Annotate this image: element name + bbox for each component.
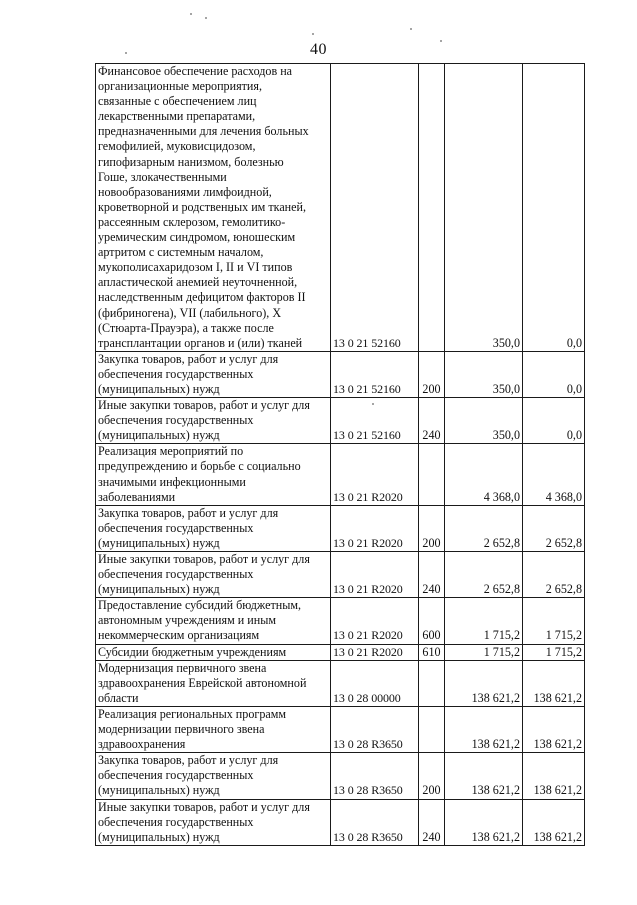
- table-row: [96, 753, 585, 799]
- amount-cell-1: 138 621,2: [445, 706, 523, 752]
- row-name-line: уремическим синдромом, юношеским: [98, 230, 296, 245]
- scan-speck: [440, 40, 442, 42]
- row-name-line: заболеваниями: [98, 489, 176, 504]
- expense-type-cell: [419, 444, 445, 505]
- amount-cell-2: 1 715,2: [523, 644, 585, 660]
- table-row: [96, 644, 585, 660]
- expense-type-cell: 200: [419, 505, 445, 551]
- row-name-line: (муниципальных) нужд: [98, 829, 220, 844]
- amount-cell-1: 1 715,2: [445, 598, 523, 644]
- amount-cell-2: 1 715,2: [523, 598, 585, 644]
- amount-cell-2: 2 652,8: [523, 552, 585, 598]
- amount-cell-2: 138 621,2: [523, 753, 585, 799]
- amount-cell-1: 138 621,2: [445, 799, 523, 845]
- budget-code-cell: 13 0 21 52160: [331, 64, 419, 352]
- amount-cell-2: 138 621,2: [523, 660, 585, 706]
- budget-table-body: [96, 64, 585, 846]
- scan-speck: [190, 13, 192, 15]
- row-name-line: Реализация мероприятий по: [98, 444, 244, 459]
- budget-code-cell: 13 0 21 R2020: [331, 552, 419, 598]
- row-name-line: апластической анемией неуточненной,: [98, 275, 298, 290]
- budget-code-cell: 13 0 28 00000: [331, 660, 419, 706]
- row-name-line: Иные закупки товаров, работ и услуг для: [98, 799, 310, 814]
- row-name-line: предупреждению и борьбе с социально: [98, 459, 301, 474]
- row-name-line: трансплантации органов и (или) тканей: [98, 335, 303, 350]
- amount-cell-1: 4 368,0: [445, 444, 523, 505]
- row-name-line: (муниципальных) нужд: [98, 582, 220, 597]
- row-name-line: Модернизация первичного звена: [98, 660, 267, 675]
- page-number: 40: [310, 41, 327, 58]
- row-name-line: связанные с обеспечением лиц: [98, 94, 257, 109]
- amount-cell-1: 138 621,2: [445, 753, 523, 799]
- scan-speck: [312, 33, 314, 35]
- scan-speck: [125, 52, 127, 54]
- expense-type-cell: [419, 64, 445, 352]
- amount-cell-2: 0,0: [523, 64, 585, 352]
- row-name-line: области: [98, 690, 139, 705]
- row-name-line: гипофизарным нанизмом, болезнью: [98, 154, 284, 169]
- row-name-line: мукополисахаридозом I, II и VI типов: [98, 260, 293, 275]
- row-name-cell: [96, 660, 331, 706]
- row-name-line: (муниципальных) нужд: [98, 381, 220, 396]
- row-name-line: Реализация региональных программ: [98, 706, 287, 721]
- row-name-line: обеспечения государственных: [98, 413, 254, 428]
- row-name-line: (фибриногена), VII (лабильного), X: [98, 305, 282, 320]
- row-name-line: модернизации первичного звена: [98, 722, 265, 737]
- amount-cell-2: 138 621,2: [523, 799, 585, 845]
- row-name-line: (муниципальных) нужд: [98, 783, 220, 798]
- row-name-cell: [96, 505, 331, 551]
- row-name-line: здравоохранения: [98, 737, 186, 752]
- expense-type-cell: 200: [419, 351, 445, 397]
- budget-code-cell: 13 0 21 52160: [331, 398, 419, 444]
- row-name-line: некоммерческим организациям: [98, 628, 260, 643]
- row-name-line: здравоохранения Еврейской автономной: [98, 675, 307, 690]
- row-name-line: Субсидии бюджетным учреждениям: [98, 644, 287, 659]
- row-name-line: обеспечения государственных: [98, 814, 254, 829]
- amount-cell-1: 138 621,2: [445, 660, 523, 706]
- row-name-cell: [96, 398, 331, 444]
- row-name-line: обеспечения государственных: [98, 366, 254, 381]
- expense-type-cell: 610: [419, 644, 445, 660]
- table-row: [96, 444, 585, 505]
- expense-type-cell: 600: [419, 598, 445, 644]
- table-row: [96, 505, 585, 551]
- budget-code-cell: 13 0 21 R2020: [331, 444, 419, 505]
- row-name-cell: [96, 706, 331, 752]
- row-name-cell: [96, 552, 331, 598]
- row-name-cell: [96, 598, 331, 644]
- budget-code-cell: 13 0 21 R2020: [331, 598, 419, 644]
- row-name-line: Предоставление субсидий бюджетным,: [98, 598, 302, 613]
- expense-type-cell: 240: [419, 398, 445, 444]
- row-name-cell: [96, 351, 331, 397]
- row-name-line: Гоше, злокачественными: [98, 169, 227, 184]
- row-name-line: гемофилией, муковисцидозом,: [98, 139, 256, 154]
- table-row: [96, 398, 585, 444]
- expense-type-cell: 200: [419, 753, 445, 799]
- scan-speck: [205, 17, 207, 19]
- amount-cell-1: 2 652,8: [445, 505, 523, 551]
- budget-code-cell: 13 0 28 R3650: [331, 799, 419, 845]
- row-name-line: Закупка товаров, работ и услуг для: [98, 351, 279, 366]
- row-name-cell: [96, 799, 331, 845]
- amount-cell-1: 350,0: [445, 351, 523, 397]
- row-name-line: обеспечения государственных: [98, 768, 254, 783]
- table-row: [96, 552, 585, 598]
- table-row: [96, 64, 585, 352]
- row-name-line: Иные закупки товаров, работ и услуг для: [98, 398, 310, 413]
- row-name-cell: [96, 644, 331, 660]
- row-name-line: Финансовое обеспечение расходов на: [98, 64, 293, 78]
- amount-cell-2: 138 621,2: [523, 706, 585, 752]
- row-name-line: организационные мероприятия,: [98, 79, 262, 94]
- budget-code-cell: 13 0 21 52160: [331, 351, 419, 397]
- row-name-line: автономным учреждениям и иным: [98, 613, 276, 628]
- amount-cell-2: 0,0: [523, 398, 585, 444]
- budget-code-cell: 13 0 21 R2020: [331, 505, 419, 551]
- budget-code-cell: 13 0 28 R3650: [331, 753, 419, 799]
- row-name-line: Иные закупки товаров, работ и услуг для: [98, 552, 310, 566]
- row-name-line: артритом с системным началом,: [98, 245, 264, 260]
- budget-code-cell: 13 0 28 R3650: [331, 706, 419, 752]
- table-row: [96, 706, 585, 752]
- row-name-line: Закупка товаров, работ и услуг для: [98, 505, 279, 520]
- row-name-line: наследственным дефицитом факторов II: [98, 290, 306, 305]
- amount-cell-1: 350,0: [445, 398, 523, 444]
- row-name-line: Закупка товаров, работ и услуг для: [98, 753, 279, 768]
- amount-cell-2: 0,0: [523, 351, 585, 397]
- budget-code-cell: 13 0 21 R2020: [331, 644, 419, 660]
- amount-cell-1: 2 652,8: [445, 552, 523, 598]
- table-row: [96, 660, 585, 706]
- budget-table: [95, 63, 585, 846]
- row-name-line: новообразованиями лимфоидной,: [98, 184, 272, 199]
- amount-cell-1: 350,0: [445, 64, 523, 352]
- table-row: [96, 598, 585, 644]
- amount-cell-2: 2 652,8: [523, 505, 585, 551]
- row-name-line: лекарственными препаратами,: [98, 109, 256, 124]
- table-row: [96, 351, 585, 397]
- row-name-line: обеспечения государственных: [98, 567, 254, 582]
- row-name-line: (муниципальных) нужд: [98, 535, 220, 550]
- row-name-line: значимыми инфекционными: [98, 474, 246, 489]
- row-name-line: предназначенными для лечения больных: [98, 124, 309, 139]
- row-name-line: кроветворной и родственных им тканей,: [98, 199, 307, 214]
- amount-cell-2: 4 368,0: [523, 444, 585, 505]
- row-name-cell: [96, 64, 331, 352]
- amount-cell-1: 1 715,2: [445, 644, 523, 660]
- expense-type-cell: 240: [419, 552, 445, 598]
- expense-type-cell: 240: [419, 799, 445, 845]
- table-row: [96, 799, 585, 845]
- row-name-line: обеспечения государственных: [98, 520, 254, 535]
- scan-speck: [410, 28, 412, 30]
- row-name-line: (Стюарта-Прауэра), а также после: [98, 320, 274, 335]
- row-name-cell: [96, 444, 331, 505]
- row-name-line: (муниципальных) нужд: [98, 428, 220, 443]
- row-name-line: рассеянным склерозом, гемолитико-: [98, 214, 286, 229]
- expense-type-cell: [419, 706, 445, 752]
- expense-type-cell: [419, 660, 445, 706]
- row-name-cell: [96, 753, 331, 799]
